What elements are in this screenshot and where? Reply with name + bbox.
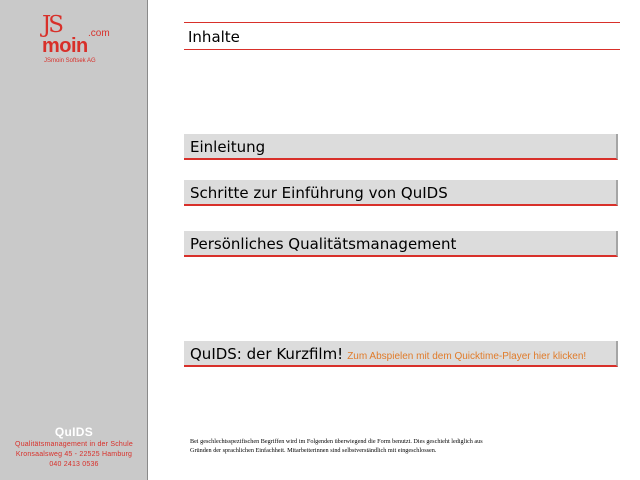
page-title: Inhalte bbox=[188, 28, 240, 46]
sidebar bbox=[0, 0, 148, 480]
disclaimer-line-2: Gründen der sprachlichen Einfachheit. Mitarbeiterinnen sind selbstverständlich mit eingeschlossen. bbox=[190, 447, 437, 454]
logo-subtitle: JSmoin Softsek AG bbox=[44, 58, 96, 64]
logo-js-text: JS bbox=[42, 12, 61, 38]
play-movie-link[interactable]: Zum Abspielen mit dem Quicktime-Player hier klicken! bbox=[347, 351, 587, 362]
nav-item-label bbox=[190, 345, 586, 366]
sidebar-footer bbox=[0, 425, 148, 470]
nav-item-label: Schritte zur Einführung von QuIDS bbox=[190, 184, 448, 202]
disclaimer-text bbox=[190, 437, 610, 455]
nav-item-einleitung[interactable] bbox=[184, 134, 618, 160]
nav-item-schritte[interactable] bbox=[184, 180, 618, 206]
footer-line-3: 040 2413 0536 bbox=[49, 461, 99, 468]
logo-moin-text: moin bbox=[42, 35, 88, 57]
footer-title: QuIDS bbox=[54, 425, 94, 439]
footer-line-2: Kronsaalsweg 45 - 22525 Hamburg bbox=[15, 451, 133, 458]
nav-item-label: Persönliches Qualitätsmanagement bbox=[190, 235, 457, 253]
disclaimer-line-1: Bei geschlechtsspezifischen Begriffen wird im Folgenden überwiegend die Form benutzt. Dies geschieht lediglich aus bbox=[190, 438, 483, 445]
nav-item-main-label: QuIDS: der Kurzfilm! bbox=[190, 345, 344, 363]
page-header bbox=[184, 22, 620, 50]
footer-line-1: Qualitätsmanagement in der Schule bbox=[15, 441, 133, 448]
company-logo[interactable] bbox=[40, 14, 120, 70]
logo-com-text: .com bbox=[88, 28, 110, 39]
nav-item-kurzfilm[interactable] bbox=[184, 341, 618, 367]
nav-item-label: Einleitung bbox=[190, 138, 266, 156]
nav-item-qualitaetsmanagement[interactable] bbox=[184, 231, 618, 257]
